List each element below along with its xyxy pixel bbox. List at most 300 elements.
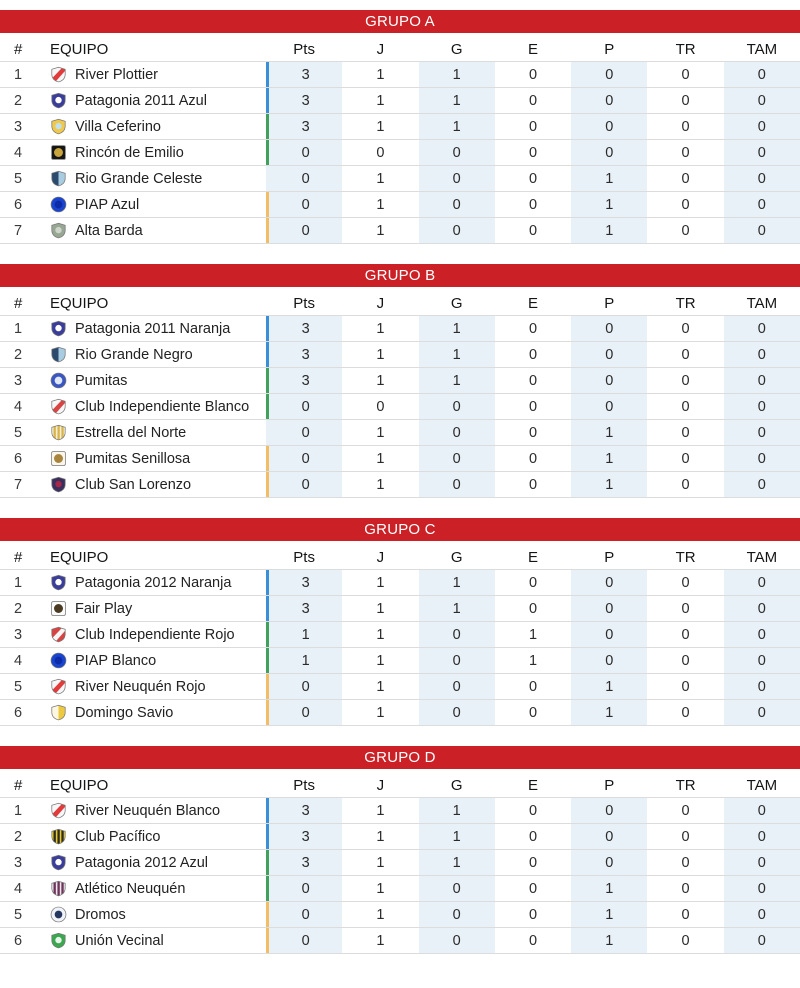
group-title: GRUPO A [0, 10, 800, 33]
stat-p: 1 [571, 876, 647, 901]
column-header-e: E [527, 777, 538, 794]
group-rows [0, 62, 800, 244]
team-name: Club Independiente Blanco [75, 398, 250, 415]
stat-e: 0 [528, 704, 538, 721]
stat-tam: 0 [724, 850, 800, 875]
team-name: Pumitas Senillosa [75, 450, 191, 467]
team-badge-icon [50, 144, 67, 161]
team-badge-icon [50, 196, 67, 213]
team-name: Domingo Savio [75, 704, 174, 721]
stat-tr: 0 [681, 854, 690, 871]
stat-pts: 3 [266, 570, 342, 595]
position-cell: 1 [14, 66, 23, 83]
team-name: Rio Grande Negro [75, 346, 193, 363]
stat-g: 1 [419, 596, 495, 621]
stat-pts: 3 [266, 596, 342, 621]
team-badge-icon [50, 802, 67, 819]
team-cell [34, 850, 266, 875]
stat-tam: 0 [724, 88, 800, 113]
column-header-p: P [604, 549, 615, 566]
stat-e: 0 [528, 92, 538, 109]
column-header-row [0, 38, 800, 62]
stat-tr: 0 [681, 574, 690, 591]
stat-tam: 0 [724, 394, 800, 419]
stat-pts: 3 [266, 342, 342, 367]
table-row [0, 902, 800, 928]
team-name: Club Pacífico [75, 828, 161, 845]
team-cell [34, 420, 266, 445]
column-header-tr: TR [675, 295, 696, 312]
position-cell: 5 [14, 170, 23, 187]
stat-tam: 0 [724, 368, 800, 393]
position-cell: 3 [14, 854, 23, 871]
team-cell [34, 622, 266, 647]
position-cell: 1 [14, 574, 23, 591]
team-badge-icon [50, 92, 67, 109]
team-cell [34, 192, 266, 217]
stat-pts: 0 [266, 218, 342, 243]
stat-tam: 0 [724, 674, 800, 699]
stat-tr: 0 [681, 652, 690, 669]
stat-tr: 0 [681, 424, 690, 441]
table-row [0, 928, 800, 954]
stat-pts: 3 [266, 114, 342, 139]
stat-g: 0 [419, 648, 495, 673]
stat-pts: 0 [266, 472, 342, 497]
stat-g: 0 [419, 446, 495, 471]
team-badge-icon [50, 372, 67, 389]
stat-pts: 3 [266, 798, 342, 823]
position-cell: 3 [14, 626, 23, 643]
stat-j: 1 [376, 66, 385, 83]
team-badge-icon [50, 854, 67, 871]
stat-j: 1 [376, 704, 385, 721]
stat-tam: 0 [724, 316, 800, 341]
team-badge-icon [50, 476, 67, 493]
column-header-team: EQUIPO [50, 295, 109, 312]
stat-j: 1 [376, 906, 385, 923]
team-cell [34, 674, 266, 699]
team-name: River Plottier [75, 66, 158, 83]
position-cell: 6 [14, 932, 23, 949]
stat-e: 0 [528, 372, 538, 389]
stat-pts: 0 [266, 928, 342, 953]
position-cell: 4 [14, 144, 23, 161]
stat-e: 0 [528, 600, 538, 617]
stat-e: 0 [528, 398, 538, 415]
column-header-j: J [376, 777, 385, 794]
team-cell [34, 700, 266, 725]
team-name: Patagonia 2012 Azul [75, 854, 209, 871]
stat-pts: 0 [266, 700, 342, 725]
team-badge-icon [50, 320, 67, 337]
stat-tam: 0 [724, 622, 800, 647]
column-header-g: G [450, 549, 463, 566]
column-header-p: P [604, 41, 615, 58]
group-section [0, 518, 800, 726]
team-badge-icon [50, 652, 67, 669]
table-row [0, 62, 800, 88]
stat-g: 0 [419, 420, 495, 445]
stat-p: 0 [571, 798, 647, 823]
stat-e: 0 [528, 196, 538, 213]
table-row [0, 166, 800, 192]
team-cell [34, 368, 266, 393]
group-section [0, 10, 800, 244]
stat-tam: 0 [724, 62, 800, 87]
position-cell: 4 [14, 652, 23, 669]
stat-g: 1 [419, 114, 495, 139]
stat-tam: 0 [724, 928, 800, 953]
position-cell: 6 [14, 450, 23, 467]
stat-g: 0 [419, 700, 495, 725]
stat-tr: 0 [681, 600, 690, 617]
stat-tr: 0 [681, 92, 690, 109]
stat-j: 1 [376, 92, 385, 109]
stat-j: 1 [376, 854, 385, 871]
position-cell: 5 [14, 424, 23, 441]
stat-p: 0 [571, 596, 647, 621]
stat-p: 1 [571, 902, 647, 927]
stat-e: 1 [528, 626, 538, 643]
stat-p: 0 [571, 140, 647, 165]
stat-tam: 0 [724, 876, 800, 901]
stat-g: 0 [419, 902, 495, 927]
team-badge-icon [50, 424, 67, 441]
groups-container [0, 10, 800, 954]
column-header-pts: Pts [293, 549, 315, 566]
team-name: Fair Play [75, 600, 133, 617]
table-row [0, 824, 800, 850]
stat-e: 0 [528, 424, 538, 441]
stat-g: 1 [419, 850, 495, 875]
stat-g: 1 [419, 368, 495, 393]
stat-p: 0 [571, 648, 647, 673]
stat-tam: 0 [724, 420, 800, 445]
stat-p: 1 [571, 472, 647, 497]
team-cell [34, 798, 266, 823]
column-header-row [0, 774, 800, 798]
stat-tr: 0 [681, 372, 690, 389]
stat-p: 0 [571, 850, 647, 875]
column-header-g: G [450, 41, 463, 58]
stat-p: 1 [571, 192, 647, 217]
group-rows [0, 316, 800, 498]
team-name: River Neuquén Rojo [75, 678, 206, 695]
team-cell [34, 166, 266, 191]
column-header-tr: TR [675, 41, 696, 58]
team-name: Patagonia 2011 Naranja [75, 320, 231, 337]
stat-tam: 0 [724, 140, 800, 165]
stat-j: 0 [376, 144, 385, 161]
stat-tam: 0 [724, 902, 800, 927]
team-cell [34, 876, 266, 901]
stat-pts: 1 [266, 648, 342, 673]
stat-tr: 0 [681, 346, 690, 363]
team-name: Unión Vecinal [75, 932, 164, 949]
stat-g: 1 [419, 88, 495, 113]
stat-tr: 0 [681, 118, 690, 135]
stat-j: 1 [376, 476, 385, 493]
stat-tr: 0 [681, 320, 690, 337]
column-header-pos: # [14, 41, 23, 58]
column-header-p: P [604, 777, 615, 794]
position-cell: 7 [14, 476, 23, 493]
stat-p: 1 [571, 218, 647, 243]
position-cell: 2 [14, 346, 23, 363]
stat-g: 0 [419, 928, 495, 953]
stat-tr: 0 [681, 144, 690, 161]
stat-g: 0 [419, 394, 495, 419]
stat-g: 0 [419, 140, 495, 165]
stat-tr: 0 [681, 398, 690, 415]
team-cell [34, 928, 266, 953]
team-name: PIAP Azul [75, 196, 140, 213]
stat-tr: 0 [681, 222, 690, 239]
stat-tam: 0 [724, 114, 800, 139]
column-header-pts: Pts [293, 41, 315, 58]
group-title: GRUPO B [0, 264, 800, 287]
position-cell: 7 [14, 222, 23, 239]
team-cell [34, 218, 266, 243]
team-name: Atlético Neuquén [75, 880, 186, 897]
column-header-pts: Pts [293, 295, 315, 312]
table-row [0, 446, 800, 472]
team-cell [34, 342, 266, 367]
stat-e: 0 [528, 574, 538, 591]
column-header-j: J [376, 41, 385, 58]
stat-g: 0 [419, 472, 495, 497]
stat-e: 0 [528, 118, 538, 135]
stat-pts: 3 [266, 62, 342, 87]
position-cell: 3 [14, 372, 23, 389]
team-name: Alta Barda [75, 222, 143, 239]
stat-j: 1 [376, 626, 385, 643]
team-badge-icon [50, 66, 67, 83]
stat-tr: 0 [681, 66, 690, 83]
column-header-j: J [376, 295, 385, 312]
stat-e: 0 [528, 802, 538, 819]
stat-tr: 0 [681, 704, 690, 721]
stat-tr: 0 [681, 450, 690, 467]
stat-g: 0 [419, 218, 495, 243]
stat-j: 1 [376, 802, 385, 819]
stat-g: 1 [419, 342, 495, 367]
team-cell [34, 316, 266, 341]
team-cell [34, 902, 266, 927]
team-badge-icon [50, 118, 67, 135]
team-cell [34, 88, 266, 113]
table-row [0, 622, 800, 648]
group-rows [0, 798, 800, 954]
team-name: Rio Grande Celeste [75, 170, 203, 187]
stat-tr: 0 [681, 906, 690, 923]
stat-g: 0 [419, 622, 495, 647]
stat-j: 1 [376, 932, 385, 949]
team-cell [34, 140, 266, 165]
stat-j: 1 [376, 222, 385, 239]
stat-tr: 0 [681, 476, 690, 493]
stat-g: 1 [419, 316, 495, 341]
stat-e: 0 [528, 828, 538, 845]
position-cell: 5 [14, 906, 23, 923]
stat-e: 0 [528, 678, 538, 695]
team-badge-icon [50, 450, 67, 467]
stat-p: 1 [571, 446, 647, 471]
stat-e: 0 [528, 144, 538, 161]
stat-pts: 3 [266, 824, 342, 849]
stat-p: 1 [571, 674, 647, 699]
stat-tam: 0 [724, 648, 800, 673]
stat-pts: 0 [266, 902, 342, 927]
column-header-tam: TAM [746, 777, 778, 794]
position-cell: 6 [14, 196, 23, 213]
column-header-p: P [604, 295, 615, 312]
stat-e: 1 [528, 652, 538, 669]
table-row [0, 114, 800, 140]
stat-j: 1 [376, 450, 385, 467]
position-cell: 4 [14, 398, 23, 415]
stat-tr: 0 [681, 196, 690, 213]
stat-tam: 0 [724, 798, 800, 823]
stat-j: 1 [376, 678, 385, 695]
stat-tr: 0 [681, 678, 690, 695]
stat-pts: 3 [266, 316, 342, 341]
stat-p: 1 [571, 928, 647, 953]
stat-j: 1 [376, 652, 385, 669]
table-row [0, 394, 800, 420]
team-badge-icon [50, 932, 67, 949]
team-cell [34, 62, 266, 87]
column-header-row [0, 546, 800, 570]
stat-g: 0 [419, 674, 495, 699]
team-badge-icon [50, 880, 67, 897]
team-badge-icon [50, 170, 67, 187]
team-badge-icon [50, 398, 67, 415]
stat-j: 1 [376, 880, 385, 897]
team-name: Dromos [75, 906, 126, 923]
table-row [0, 798, 800, 824]
stat-p: 0 [571, 316, 647, 341]
team-badge-icon [50, 906, 67, 923]
column-header-g: G [450, 295, 463, 312]
stat-j: 1 [376, 196, 385, 213]
team-name: River Neuquén Blanco [75, 802, 221, 819]
team-badge-icon [50, 704, 67, 721]
team-name: PIAP Blanco [75, 652, 157, 669]
team-badge-icon [50, 346, 67, 363]
table-row [0, 140, 800, 166]
team-badge-icon [50, 574, 67, 591]
stat-e: 0 [528, 476, 538, 493]
column-header-row [0, 292, 800, 316]
team-badge-icon [50, 828, 67, 845]
stat-p: 0 [571, 824, 647, 849]
column-header-team: EQUIPO [50, 41, 109, 58]
stat-e: 0 [528, 932, 538, 949]
stat-p: 0 [571, 88, 647, 113]
stat-p: 0 [571, 342, 647, 367]
column-header-pos: # [14, 549, 23, 566]
team-cell [34, 472, 266, 497]
stat-j: 1 [376, 170, 385, 187]
position-cell: 5 [14, 678, 23, 695]
column-header-team: EQUIPO [50, 549, 109, 566]
column-header-pos: # [14, 777, 23, 794]
stat-e: 0 [528, 320, 538, 337]
stat-pts: 0 [266, 394, 342, 419]
position-cell: 2 [14, 828, 23, 845]
stat-p: 0 [571, 394, 647, 419]
stat-e: 0 [528, 906, 538, 923]
team-badge-icon [50, 626, 67, 643]
table-row [0, 218, 800, 244]
team-cell [34, 596, 266, 621]
position-cell: 1 [14, 802, 23, 819]
stat-p: 1 [571, 700, 647, 725]
column-header-g: G [450, 777, 463, 794]
table-row [0, 88, 800, 114]
stat-g: 0 [419, 876, 495, 901]
stat-p: 0 [571, 62, 647, 87]
stat-tr: 0 [681, 170, 690, 187]
stat-tr: 0 [681, 828, 690, 845]
team-cell [34, 648, 266, 673]
table-row [0, 700, 800, 726]
stat-pts: 3 [266, 88, 342, 113]
stat-pts: 0 [266, 166, 342, 191]
stat-p: 0 [571, 570, 647, 595]
table-row [0, 368, 800, 394]
stat-e: 0 [528, 854, 538, 871]
table-row [0, 850, 800, 876]
stat-tr: 0 [681, 626, 690, 643]
team-name: Estrella del Norte [75, 424, 187, 441]
table-row [0, 192, 800, 218]
stat-tr: 0 [681, 932, 690, 949]
table-row [0, 876, 800, 902]
team-cell [34, 446, 266, 471]
group-title: GRUPO D [0, 746, 800, 769]
stat-tam: 0 [724, 472, 800, 497]
team-badge-icon [50, 222, 67, 239]
team-name: Patagonia 2011 Azul [75, 92, 207, 109]
stat-g: 0 [419, 192, 495, 217]
group-section [0, 264, 800, 498]
team-cell [34, 570, 266, 595]
stat-tam: 0 [724, 218, 800, 243]
stat-p: 0 [571, 114, 647, 139]
team-name: Club Independiente Rojo [75, 626, 235, 643]
team-name: Villa Ceferino [75, 118, 161, 135]
stat-g: 1 [419, 798, 495, 823]
table-row [0, 674, 800, 700]
stat-g: 0 [419, 166, 495, 191]
group-section [0, 746, 800, 954]
stat-p: 0 [571, 368, 647, 393]
stat-tam: 0 [724, 824, 800, 849]
stat-e: 0 [528, 346, 538, 363]
stat-tam: 0 [724, 446, 800, 471]
group-rows [0, 570, 800, 726]
stat-j: 1 [376, 828, 385, 845]
stat-pts: 0 [266, 446, 342, 471]
column-header-tr: TR [675, 549, 696, 566]
stat-p: 0 [571, 622, 647, 647]
table-row [0, 316, 800, 342]
team-cell [34, 114, 266, 139]
team-cell [34, 824, 266, 849]
